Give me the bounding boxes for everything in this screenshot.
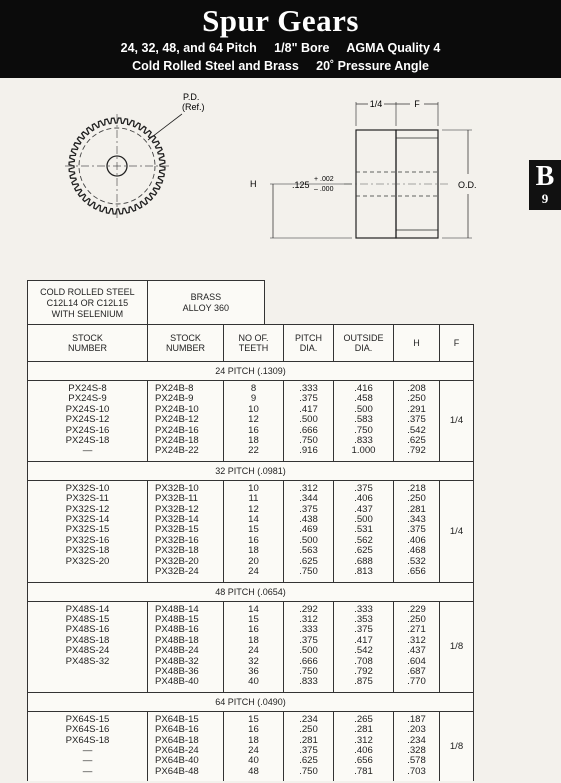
value-outside-dia: .531 [354, 524, 373, 536]
value-outside-dia: .437 [354, 503, 373, 515]
value-stock-steel: — [82, 765, 93, 777]
pitch-group-data [28, 381, 474, 462]
value-pitch-dia: .375 [299, 634, 318, 646]
value-outside-dia: .458 [354, 393, 373, 405]
pd-leader [148, 114, 182, 140]
value-teeth: 16 [248, 624, 259, 636]
value-stock-steel: PX24S-10 [65, 403, 110, 415]
value-teeth: 9 [250, 393, 257, 405]
value-stock-brass: PX48B-40 [155, 676, 199, 688]
value-pitch-dia: .563 [299, 545, 318, 557]
value-h: .250 [407, 493, 426, 505]
value-stock-brass: PX48B-36 [155, 665, 199, 677]
value-pitch-dia: .375 [299, 393, 318, 405]
value-stock-brass: PX48B-24 [155, 645, 199, 657]
value-h: .687 [407, 665, 426, 677]
value-h: .229 [407, 603, 426, 615]
cell-h [394, 480, 440, 582]
material-header [27, 280, 265, 326]
col-teeth: NO OF. TEETH [224, 325, 284, 362]
value-outside-dia: .708 [354, 655, 373, 667]
cell-stock-steel [28, 381, 148, 462]
value-stock-brass: PX24B-8 [155, 383, 194, 394]
col-f: F [440, 325, 474, 362]
value-teeth: 8 [250, 383, 257, 394]
value-stock-steel: PX24S-12 [65, 414, 110, 426]
value-outside-dia: .417 [354, 634, 373, 646]
cell-outside-dia [334, 601, 394, 692]
value-pitch-dia: .469 [299, 524, 318, 536]
value-stock-brass: PX32B-18 [155, 545, 199, 557]
material-steel: COLD ROLLED STEEL C12L14 OR C12L15 WITH SELENIUM [28, 281, 148, 326]
dim-h-label: H [250, 179, 257, 189]
cell-stock-brass [148, 381, 224, 462]
dim-od-label: O.D. [458, 180, 477, 190]
value-pitch-dia: .333 [299, 624, 318, 636]
value-h: .578 [407, 755, 426, 767]
value-h: .312 [407, 634, 426, 646]
pitch-group-title: 24 PITCH (.1309) [28, 362, 474, 381]
value-h: .604 [407, 655, 426, 667]
cell-outside-dia [334, 381, 394, 462]
tol-plus-label: + .002 [314, 176, 334, 183]
value-h: .218 [407, 482, 426, 494]
value-teeth: 18 [248, 634, 259, 646]
value-stock-brass: PX24B-10 [155, 403, 199, 415]
value-stock-brass: PX48B-18 [155, 634, 199, 646]
col-outside-dia: OUTSIDE DIA. [334, 325, 394, 362]
value-stock-brass: PX64B-15 [155, 713, 199, 725]
cell-h [394, 601, 440, 692]
value-pitch-dia: .344 [299, 493, 318, 505]
value-outside-dia: .688 [354, 555, 373, 567]
gear-front-view [65, 92, 205, 218]
value-stock-steel: PX48S-24 [65, 645, 110, 657]
value-h: .532 [407, 555, 426, 567]
cell-stock-steel [28, 711, 148, 781]
value-stock-steel: PX64S-15 [65, 713, 110, 725]
cell-teeth [224, 711, 284, 781]
value-stock-steel: PX48S-16 [65, 624, 110, 636]
value-teeth: 14 [248, 514, 259, 526]
value-stock-brass: PX32B-14 [155, 514, 199, 526]
value-outside-dia: .792 [354, 665, 373, 677]
column-header-row [28, 325, 474, 362]
value-stock-brass: PX24B-22 [155, 445, 199, 457]
value-pitch-dia: .281 [299, 734, 318, 746]
subtitle-line-1: 24, 32, 48, and 64 Pitch 1/8" Bore AGMA Quality 4 [120, 41, 441, 55]
value-teeth: 12 [248, 503, 259, 515]
material-brass: BRASS ALLOY 360 [147, 281, 264, 326]
value-outside-dia: .406 [354, 493, 373, 505]
value-stock-brass: PX48B-32 [155, 655, 199, 667]
col-h: H [394, 325, 440, 362]
value-stock-brass: PX48B-15 [155, 613, 199, 625]
value-pitch-dia: .916 [299, 445, 318, 457]
value-stock-steel: PX32S-11 [65, 493, 110, 505]
value-h: .281 [407, 503, 426, 515]
value-h: .271 [407, 624, 426, 636]
value-stock-brass: PX32B-12 [155, 503, 199, 515]
value-stock-steel: PX32S-14 [65, 514, 110, 526]
value-outside-dia: .583 [354, 414, 373, 426]
pitch-group-header [28, 692, 474, 711]
value-stock-steel: PX32S-15 [65, 524, 110, 536]
value-h: .792 [407, 445, 426, 457]
value-h: .187 [407, 713, 426, 725]
value-h: .343 [407, 514, 426, 526]
value-outside-dia: .562 [354, 534, 373, 546]
value-outside-dia: .406 [354, 744, 373, 756]
value-stock-brass: PX24B-12 [155, 414, 199, 426]
value-teeth: 40 [248, 755, 259, 767]
value-stock-steel: PX24S-16 [65, 424, 110, 436]
pitch-group-title: 32 PITCH (.0981) [28, 461, 474, 480]
value-pitch-dia: .500 [299, 414, 318, 426]
value-stock-brass: PX64B-18 [155, 734, 199, 746]
cell-teeth [224, 601, 284, 692]
value-teeth: 18 [248, 545, 259, 557]
value-stock-steel: PX32S-18 [65, 545, 110, 557]
value-teeth: 16 [248, 724, 259, 736]
subtitle-line-2: Cold Rolled Steel and Brass 20˚ Pressure Angle [132, 59, 429, 73]
value-stock-steel: PX64S-18 [65, 734, 110, 746]
value-teeth: 24 [248, 744, 259, 756]
value-stock-steel: PX24S-9 [68, 393, 107, 405]
cell-pitch-dia [284, 711, 334, 781]
value-stock-brass: PX64B-16 [155, 724, 199, 736]
value-teeth: 24 [248, 645, 259, 657]
value-teeth: 15 [248, 524, 259, 536]
cell-teeth [224, 480, 284, 582]
value-pitch-dia: .292 [299, 603, 318, 615]
value-outside-dia: .542 [354, 645, 373, 657]
pitch-group-header [28, 362, 474, 381]
value-stock-brass: PX32B-24 [155, 566, 199, 578]
value-stock-brass: PX32B-16 [155, 534, 199, 546]
value-h: .437 [407, 645, 426, 657]
cell-h [394, 381, 440, 462]
value-outside-dia: .265 [354, 713, 373, 725]
value-h: .203 [407, 724, 426, 736]
cell-pitch-dia [284, 601, 334, 692]
header-banner [0, 0, 561, 78]
value-teeth: 10 [248, 482, 259, 494]
value-pitch-dia: .833 [299, 676, 318, 688]
value-outside-dia: .625 [354, 545, 373, 557]
pd-label: P.D. [183, 92, 200, 102]
pitch-group-header [28, 582, 474, 601]
pitch-group-data [28, 480, 474, 582]
pitch-group-title: 48 PITCH (.0654) [28, 582, 474, 601]
value-h: .375 [407, 524, 426, 536]
value-teeth: 32 [248, 655, 259, 667]
tol-minus-label: – .000 [314, 186, 334, 193]
cell-stock-brass [148, 601, 224, 692]
value-h: .703 [407, 765, 426, 777]
cell-pitch-dia [284, 381, 334, 462]
value-h: .208 [407, 383, 426, 394]
value-pitch-dia: .312 [299, 613, 318, 625]
value-h: .656 [407, 566, 426, 578]
value-h: .406 [407, 534, 426, 546]
cell-stock-brass [148, 480, 224, 582]
value-outside-dia: .333 [354, 603, 373, 615]
cell-stock-steel [28, 601, 148, 692]
dim-f-label: F [414, 99, 420, 109]
value-stock-brass: PX32B-15 [155, 524, 199, 536]
value-teeth: 15 [248, 613, 259, 625]
value-outside-dia: .875 [354, 676, 373, 688]
value-teeth: 15 [248, 713, 259, 725]
value-h: .625 [407, 435, 426, 447]
value-pitch-dia: .375 [299, 744, 318, 756]
value-teeth: 36 [248, 665, 259, 677]
value-teeth: 11 [248, 493, 259, 505]
value-teeth: 24 [248, 566, 259, 578]
value-pitch-dia: .250 [299, 724, 318, 736]
value-h: .250 [407, 393, 426, 405]
cell-f: 1/4 [440, 381, 474, 462]
value-outside-dia: .375 [354, 482, 373, 494]
value-teeth: 18 [248, 734, 259, 746]
value-outside-dia: .281 [354, 724, 373, 736]
value-pitch-dia: .500 [299, 534, 318, 546]
col-stock-brass: STOCK NUMBER [148, 325, 224, 362]
ref-label: (Ref.) [182, 102, 205, 112]
value-outside-dia: .500 [354, 403, 373, 415]
value-stock-brass: PX64B-24 [155, 744, 199, 756]
value-pitch-dia: .750 [299, 435, 318, 447]
value-pitch-dia: .234 [299, 713, 318, 725]
cell-stock-steel [28, 480, 148, 582]
value-outside-dia: .750 [354, 424, 373, 436]
cell-f: 1/8 [440, 711, 474, 781]
value-stock-steel: PX24S-18 [65, 435, 110, 447]
value-stock-steel: PX32S-16 [65, 534, 110, 546]
value-stock-brass: PX24B-16 [155, 424, 199, 436]
value-pitch-dia: .438 [299, 514, 318, 526]
cell-outside-dia [334, 480, 394, 582]
cell-pitch-dia [284, 480, 334, 582]
value-pitch-dia: .500 [299, 645, 318, 657]
value-h: .328 [407, 744, 426, 756]
value-stock-brass: PX48B-16 [155, 624, 199, 636]
value-outside-dia: .656 [354, 755, 373, 767]
value-stock-brass: PX48B-14 [155, 603, 199, 615]
value-h: .770 [407, 676, 426, 688]
value-stock-brass: PX32B-10 [155, 482, 199, 494]
value-h: .542 [407, 424, 426, 436]
value-pitch-dia: .750 [299, 665, 318, 677]
cell-f: 1/8 [440, 601, 474, 692]
section-tab-letter: B [535, 161, 555, 192]
value-stock-brass: PX32B-11 [155, 493, 199, 505]
page-title: Spur Gears [202, 3, 359, 38]
value-h: .468 [407, 545, 426, 557]
value-pitch-dia: .666 [299, 655, 318, 667]
value-h: .291 [407, 403, 426, 415]
value-stock-steel: — [82, 755, 93, 767]
value-teeth: 48 [248, 765, 259, 777]
pitch-group-title: 64 PITCH (.0490) [28, 692, 474, 711]
cell-teeth [224, 381, 284, 462]
value-teeth: 22 [248, 445, 259, 457]
value-stock-brass: PX64B-48 [155, 765, 199, 777]
value-teeth: 40 [248, 676, 259, 688]
pitch-group-data [28, 711, 474, 781]
col-pitch-dia: PITCH DIA. [284, 325, 334, 362]
value-h: .234 [407, 734, 426, 746]
value-outside-dia: .500 [354, 514, 373, 526]
value-stock-brass: PX64B-40 [155, 755, 199, 767]
value-outside-dia: 1.000 [351, 445, 376, 457]
value-teeth: 16 [248, 424, 259, 436]
spur-gear-spec-table [27, 324, 474, 781]
value-stock-steel: PX64S-16 [65, 724, 110, 736]
cell-outside-dia [334, 711, 394, 781]
value-outside-dia: .312 [354, 734, 373, 746]
value-teeth: 18 [248, 435, 259, 447]
value-outside-dia: .781 [354, 765, 373, 777]
value-stock-steel: PX48S-18 [65, 634, 110, 646]
pitch-group-data [28, 601, 474, 692]
value-pitch-dia: .750 [299, 566, 318, 578]
cell-h [394, 711, 440, 781]
value-stock-steel: — [82, 445, 93, 457]
value-stock-steel: PX24S-8 [68, 383, 107, 394]
value-teeth: 10 [248, 403, 259, 415]
value-pitch-dia: .750 [299, 765, 318, 777]
value-teeth: 14 [248, 603, 259, 615]
value-stock-steel: PX48S-15 [65, 613, 110, 625]
value-outside-dia: .353 [354, 613, 373, 625]
value-stock-brass: PX24B-18 [155, 435, 199, 447]
bore-label: .125 [292, 180, 310, 190]
gear-side-view [250, 99, 477, 238]
value-pitch-dia: .625 [299, 555, 318, 567]
value-pitch-dia: .417 [299, 403, 318, 415]
value-h: .375 [407, 414, 426, 426]
value-outside-dia: .375 [354, 624, 373, 636]
value-pitch-dia: .666 [299, 424, 318, 436]
gear-dimension-diagram [0, 78, 561, 278]
value-stock-brass: PX24B-9 [155, 393, 194, 405]
value-pitch-dia: .312 [299, 482, 318, 494]
value-stock-steel: PX32S-10 [65, 482, 110, 494]
value-stock-steel: PX32S-12 [65, 503, 110, 515]
section-tab-number: 9 [541, 191, 549, 206]
pitch-group-header [28, 461, 474, 480]
cell-f: 1/4 [440, 480, 474, 582]
value-h: .250 [407, 613, 426, 625]
value-stock-brass: PX32B-20 [155, 555, 199, 567]
value-stock-steel: PX48S-14 [65, 603, 110, 615]
value-stock-steel: — [82, 744, 93, 756]
value-stock-steel: PX48S-32 [65, 655, 110, 667]
col-stock-steel: STOCK NUMBER [28, 325, 148, 362]
value-outside-dia: .416 [354, 383, 373, 394]
value-outside-dia: .813 [354, 566, 373, 578]
value-outside-dia: .833 [354, 435, 373, 447]
value-teeth: 12 [248, 414, 259, 426]
value-stock-steel: PX32S-20 [65, 555, 110, 567]
value-pitch-dia: .625 [299, 755, 318, 767]
dim-quarter-label: 1/4 [369, 99, 383, 109]
value-pitch-dia: .333 [299, 383, 318, 394]
value-teeth: 20 [248, 555, 259, 567]
cell-stock-brass [148, 711, 224, 781]
value-teeth: 16 [248, 534, 259, 546]
value-pitch-dia: .375 [299, 503, 318, 515]
